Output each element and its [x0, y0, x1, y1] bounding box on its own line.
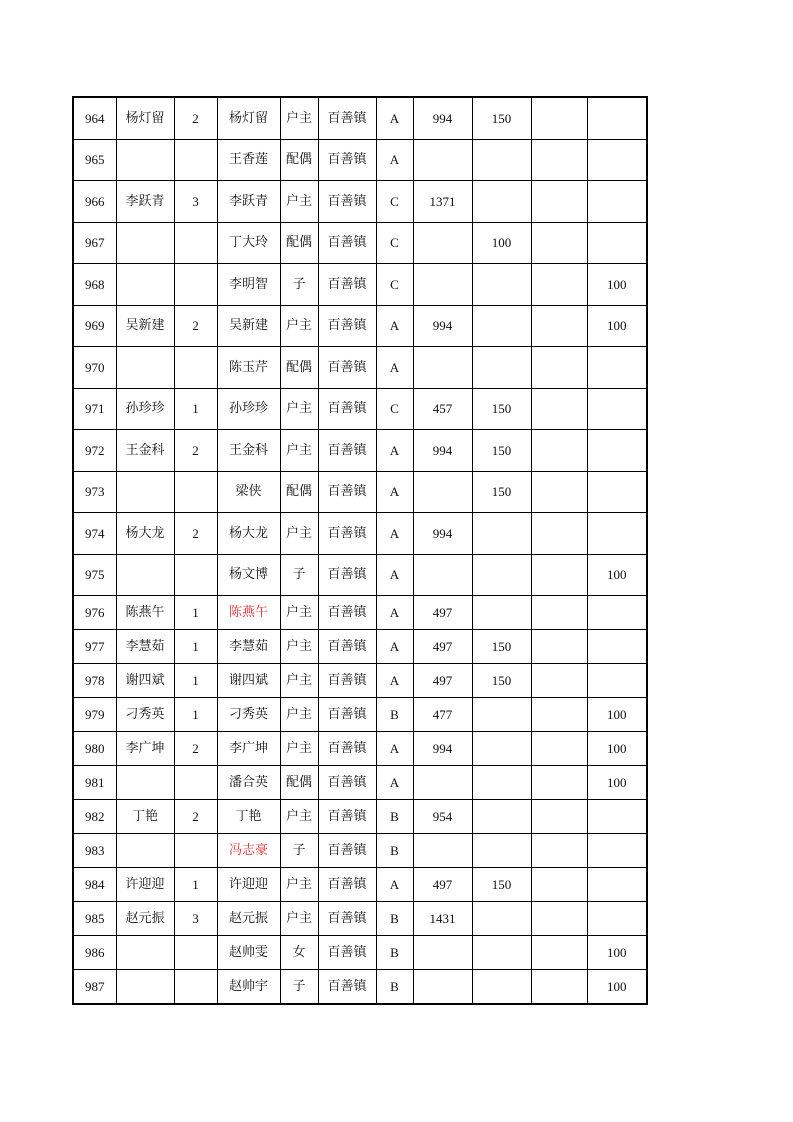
amount-cell: 1371	[413, 181, 472, 223]
household-size-cell	[174, 834, 217, 868]
grade-cell: A	[376, 347, 413, 389]
member-name-cell: 陈玉芹	[217, 347, 280, 389]
member-name-cell: 潘合英	[217, 766, 280, 800]
table-row	[73, 698, 647, 732]
household-head-name-cell: 许迎迎	[116, 868, 174, 902]
grade-cell: B	[376, 936, 413, 970]
household-head-name-cell: 李跃青	[116, 181, 174, 223]
table-row	[73, 596, 647, 630]
household-head-name-cell: 谢四斌	[116, 664, 174, 698]
relation-cell: 女	[280, 936, 318, 970]
subsidy-d-cell	[587, 902, 647, 936]
town-cell: 百善镇	[318, 513, 376, 555]
household-size-cell	[174, 766, 217, 800]
table-row	[73, 305, 647, 347]
household-size-cell: 1	[174, 868, 217, 902]
town-cell: 百善镇	[318, 868, 376, 902]
subsidy-b-cell	[472, 264, 531, 306]
subsidy-d-cell: 100	[587, 936, 647, 970]
grade-cell: A	[376, 513, 413, 555]
row-number-cell: 981	[73, 766, 116, 800]
member-name-cell: 丁大玲	[217, 222, 280, 264]
household-head-name-cell: 杨灯留	[116, 97, 174, 139]
table-row	[73, 970, 647, 1005]
subsidy-c-cell	[531, 222, 587, 264]
subsidy-c-cell	[531, 596, 587, 630]
relation-cell: 户主	[280, 596, 318, 630]
amount-cell	[413, 766, 472, 800]
table-row	[73, 554, 647, 596]
amount-cell: 994	[413, 430, 472, 472]
member-name-cell: 赵帅雯	[217, 936, 280, 970]
subsidy-d-cell: 100	[587, 732, 647, 766]
member-name-cell: 王金科	[217, 430, 280, 472]
table-row	[73, 732, 647, 766]
town-cell: 百善镇	[318, 800, 376, 834]
household-size-cell: 2	[174, 430, 217, 472]
town-cell: 百善镇	[318, 347, 376, 389]
grade-cell: B	[376, 698, 413, 732]
subsidy-c-cell	[531, 630, 587, 664]
household-head-name-cell: 李慧茹	[116, 630, 174, 664]
amount-cell	[413, 970, 472, 1005]
member-name-cell: 王香莲	[217, 139, 280, 181]
subsidy-c-cell	[531, 698, 587, 732]
table-row	[73, 834, 647, 868]
member-name-cell: 赵帅宇	[217, 970, 280, 1005]
amount-cell	[413, 471, 472, 513]
household-size-cell	[174, 936, 217, 970]
subsidy-b-cell	[472, 698, 531, 732]
row-number-cell: 976	[73, 596, 116, 630]
relation-cell: 户主	[280, 305, 318, 347]
row-number-cell: 969	[73, 305, 116, 347]
grade-cell: B	[376, 970, 413, 1005]
member-name-cell: 李跃青	[217, 181, 280, 223]
town-cell: 百善镇	[318, 264, 376, 306]
table-row	[73, 800, 647, 834]
household-head-name-cell: 丁艳	[116, 800, 174, 834]
amount-cell	[413, 554, 472, 596]
subsidy-c-cell	[531, 513, 587, 555]
relation-cell: 户主	[280, 388, 318, 430]
grade-cell: A	[376, 139, 413, 181]
household-head-name-cell	[116, 471, 174, 513]
subsidy-c-cell	[531, 766, 587, 800]
amount-cell	[413, 222, 472, 264]
subsidy-b-cell	[472, 834, 531, 868]
household-head-name-cell: 吴新建	[116, 305, 174, 347]
subsidy-c-cell	[531, 868, 587, 902]
household-size-cell: 3	[174, 902, 217, 936]
table-row	[73, 902, 647, 936]
subsidy-d-cell	[587, 139, 647, 181]
relation-cell: 户主	[280, 664, 318, 698]
household-head-name-cell	[116, 834, 174, 868]
table-row	[73, 471, 647, 513]
household-head-name-cell	[116, 347, 174, 389]
grade-cell: A	[376, 766, 413, 800]
household-head-name-cell	[116, 264, 174, 306]
table-row	[73, 513, 647, 555]
relation-cell: 户主	[280, 630, 318, 664]
grade-cell: A	[376, 596, 413, 630]
household-head-name-cell: 杨大龙	[116, 513, 174, 555]
row-number-cell: 974	[73, 513, 116, 555]
subsidy-b-cell	[472, 936, 531, 970]
relation-cell: 户主	[280, 868, 318, 902]
row-number-cell: 972	[73, 430, 116, 472]
town-cell: 百善镇	[318, 430, 376, 472]
household-head-name-cell	[116, 970, 174, 1005]
subsidy-b-cell	[472, 902, 531, 936]
subsidy-b-cell: 150	[472, 630, 531, 664]
subsidy-d-cell: 100	[587, 698, 647, 732]
household-head-name-cell	[116, 936, 174, 970]
relation-cell: 户主	[280, 181, 318, 223]
relation-cell: 户主	[280, 97, 318, 139]
household-head-name-cell: 李广坤	[116, 732, 174, 766]
table-row	[73, 664, 647, 698]
amount-cell: 954	[413, 800, 472, 834]
household-size-cell	[174, 347, 217, 389]
household-size-cell: 1	[174, 630, 217, 664]
grade-cell: A	[376, 305, 413, 347]
member-name-cell: 李明智	[217, 264, 280, 306]
subsidy-d-cell	[587, 630, 647, 664]
household-head-name-cell: 王金科	[116, 430, 174, 472]
subsidy-d-cell	[587, 513, 647, 555]
amount-cell: 994	[413, 732, 472, 766]
household-size-cell: 1	[174, 664, 217, 698]
row-number-cell: 965	[73, 139, 116, 181]
town-cell: 百善镇	[318, 305, 376, 347]
row-number-cell: 987	[73, 970, 116, 1005]
member-name-cell: 吴新建	[217, 305, 280, 347]
subsidy-d-cell: 100	[587, 264, 647, 306]
grade-cell: C	[376, 181, 413, 223]
subsidy-b-cell	[472, 732, 531, 766]
table-body	[73, 97, 647, 1004]
relation-cell: 子	[280, 264, 318, 306]
subsidy-c-cell	[531, 347, 587, 389]
relation-cell: 子	[280, 554, 318, 596]
subsidy-b-cell	[472, 800, 531, 834]
town-cell: 百善镇	[318, 834, 376, 868]
table-row	[73, 430, 647, 472]
town-cell: 百善镇	[318, 698, 376, 732]
town-cell: 百善镇	[318, 902, 376, 936]
subsidy-d-cell: 100	[587, 970, 647, 1005]
subsidy-d-cell	[587, 868, 647, 902]
row-number-cell: 977	[73, 630, 116, 664]
grade-cell: B	[376, 902, 413, 936]
subsidy-c-cell	[531, 834, 587, 868]
relation-cell: 户主	[280, 513, 318, 555]
row-number-cell: 985	[73, 902, 116, 936]
row-number-cell: 983	[73, 834, 116, 868]
subsidy-b-cell	[472, 139, 531, 181]
town-cell: 百善镇	[318, 181, 376, 223]
amount-cell	[413, 936, 472, 970]
household-head-name-cell	[116, 766, 174, 800]
household-head-name-cell	[116, 554, 174, 596]
row-number-cell: 968	[73, 264, 116, 306]
town-cell: 百善镇	[318, 139, 376, 181]
grade-cell: A	[376, 732, 413, 766]
grade-cell: A	[376, 868, 413, 902]
subsidy-b-cell: 150	[472, 868, 531, 902]
row-number-cell: 980	[73, 732, 116, 766]
relation-cell: 配偶	[280, 766, 318, 800]
grade-cell: A	[376, 97, 413, 139]
relation-cell: 配偶	[280, 471, 318, 513]
subsidy-c-cell	[531, 181, 587, 223]
subsidy-c-cell	[531, 471, 587, 513]
relation-cell: 户主	[280, 902, 318, 936]
grade-cell: A	[376, 664, 413, 698]
table-row	[73, 97, 647, 139]
household-head-name-cell: 陈燕午	[116, 596, 174, 630]
grade-cell: B	[376, 800, 413, 834]
row-number-cell: 982	[73, 800, 116, 834]
subsidy-b-cell: 150	[472, 430, 531, 472]
town-cell: 百善镇	[318, 554, 376, 596]
household-size-cell	[174, 970, 217, 1005]
subsidy-b-cell	[472, 970, 531, 1005]
member-name-cell: 刁秀英	[217, 698, 280, 732]
relation-cell: 户主	[280, 732, 318, 766]
row-number-cell: 967	[73, 222, 116, 264]
subsidy-d-cell	[587, 388, 647, 430]
relation-cell: 配偶	[280, 139, 318, 181]
grade-cell: A	[376, 630, 413, 664]
subsidy-c-cell	[531, 936, 587, 970]
member-name-cell: 梁侠	[217, 471, 280, 513]
town-cell: 百善镇	[318, 970, 376, 1005]
town-cell: 百善镇	[318, 936, 376, 970]
table-row	[73, 264, 647, 306]
table-row	[73, 139, 647, 181]
subsidy-c-cell	[531, 664, 587, 698]
member-name-cell: 许迎迎	[217, 868, 280, 902]
subsidy-c-cell	[531, 305, 587, 347]
subsidy-d-cell: 100	[587, 766, 647, 800]
subsidy-c-cell	[531, 554, 587, 596]
town-cell: 百善镇	[318, 471, 376, 513]
subsidy-b-cell	[472, 766, 531, 800]
member-name-cell: 赵元振	[217, 902, 280, 936]
row-number-cell: 975	[73, 554, 116, 596]
subsidy-d-cell	[587, 181, 647, 223]
household-size-cell	[174, 264, 217, 306]
household-head-name-cell	[116, 222, 174, 264]
member-name-cell: 李广坤	[217, 732, 280, 766]
row-number-cell: 986	[73, 936, 116, 970]
subsidy-c-cell	[531, 97, 587, 139]
subsidy-c-cell	[531, 800, 587, 834]
table-row	[73, 766, 647, 800]
household-head-name-cell	[116, 139, 174, 181]
row-number-cell: 970	[73, 347, 116, 389]
amount-cell: 497	[413, 596, 472, 630]
subsidy-c-cell	[531, 388, 587, 430]
member-name-cell: 谢四斌	[217, 664, 280, 698]
subsidy-d-cell	[587, 471, 647, 513]
table-row	[73, 181, 647, 223]
household-size-cell	[174, 471, 217, 513]
household-head-name-cell: 孙珍珍	[116, 388, 174, 430]
member-name-cell: 杨文博	[217, 554, 280, 596]
subsidy-d-cell	[587, 347, 647, 389]
amount-cell: 994	[413, 97, 472, 139]
relation-cell: 户主	[280, 800, 318, 834]
subsidy-d-cell	[587, 834, 647, 868]
member-name-cell: 冯志豪	[217, 834, 280, 868]
household-size-cell	[174, 554, 217, 596]
subsidy-b-cell: 150	[472, 97, 531, 139]
household-head-name-cell: 赵元振	[116, 902, 174, 936]
town-cell: 百善镇	[318, 222, 376, 264]
household-size-cell: 3	[174, 181, 217, 223]
subsidy-d-cell	[587, 800, 647, 834]
amount-cell: 497	[413, 630, 472, 664]
household-size-cell: 1	[174, 698, 217, 732]
subsidy-b-cell	[472, 181, 531, 223]
member-name-cell: 孙珍珍	[217, 388, 280, 430]
subsidy-d-cell	[587, 97, 647, 139]
row-number-cell: 971	[73, 388, 116, 430]
row-number-cell: 978	[73, 664, 116, 698]
relation-cell: 户主	[280, 430, 318, 472]
town-cell: 百善镇	[318, 97, 376, 139]
grade-cell: A	[376, 554, 413, 596]
grade-cell: C	[376, 264, 413, 306]
subsidy-d-cell	[587, 596, 647, 630]
subsidy-c-cell	[531, 430, 587, 472]
amount-cell	[413, 347, 472, 389]
subsidy-d-cell	[587, 222, 647, 264]
row-number-cell: 964	[73, 97, 116, 139]
town-cell: 百善镇	[318, 388, 376, 430]
subsidy-b-cell	[472, 554, 531, 596]
row-number-cell: 973	[73, 471, 116, 513]
subsidy-c-cell	[531, 139, 587, 181]
subsidy-b-cell	[472, 305, 531, 347]
table-row	[73, 222, 647, 264]
town-cell: 百善镇	[318, 630, 376, 664]
amount-cell: 477	[413, 698, 472, 732]
table-row	[73, 630, 647, 664]
amount-cell	[413, 264, 472, 306]
subsidy-b-cell	[472, 596, 531, 630]
relation-cell: 配偶	[280, 222, 318, 264]
household-size-cell: 2	[174, 732, 217, 766]
member-name-cell: 杨大龙	[217, 513, 280, 555]
subsidy-d-cell	[587, 430, 647, 472]
subsidy-b-cell	[472, 347, 531, 389]
subsidy-c-cell	[531, 732, 587, 766]
amount-cell: 994	[413, 305, 472, 347]
member-name-cell: 丁艳	[217, 800, 280, 834]
table-row	[73, 388, 647, 430]
subsidy-c-cell	[531, 970, 587, 1005]
town-cell: 百善镇	[318, 596, 376, 630]
household-size-cell	[174, 139, 217, 181]
subsidy-d-cell	[587, 664, 647, 698]
subsidy-b-cell: 100	[472, 222, 531, 264]
grade-cell: C	[376, 388, 413, 430]
row-number-cell: 984	[73, 868, 116, 902]
household-size-cell: 1	[174, 388, 217, 430]
subsidy-b-cell	[472, 513, 531, 555]
table-row	[73, 868, 647, 902]
subsidy-d-cell: 100	[587, 305, 647, 347]
amount-cell	[413, 139, 472, 181]
subsidy-b-cell: 150	[472, 664, 531, 698]
table-row	[73, 936, 647, 970]
household-size-cell: 2	[174, 513, 217, 555]
subsidy-b-cell: 150	[472, 471, 531, 513]
relation-cell: 子	[280, 834, 318, 868]
amount-cell: 497	[413, 868, 472, 902]
amount-cell: 497	[413, 664, 472, 698]
subsidy-c-cell	[531, 264, 587, 306]
amount-cell: 994	[413, 513, 472, 555]
relation-cell: 子	[280, 970, 318, 1005]
row-number-cell: 966	[73, 181, 116, 223]
row-number-cell: 979	[73, 698, 116, 732]
grade-cell: A	[376, 471, 413, 513]
grade-cell: A	[376, 430, 413, 472]
household-head-name-cell: 刁秀英	[116, 698, 174, 732]
town-cell: 百善镇	[318, 732, 376, 766]
amount-cell: 1431	[413, 902, 472, 936]
town-cell: 百善镇	[318, 766, 376, 800]
grade-cell: B	[376, 834, 413, 868]
subsidy-d-cell: 100	[587, 554, 647, 596]
amount-cell	[413, 834, 472, 868]
relation-cell: 配偶	[280, 347, 318, 389]
subsidy-c-cell	[531, 902, 587, 936]
member-name-cell: 杨灯留	[217, 97, 280, 139]
household-size-cell	[174, 222, 217, 264]
table-row	[73, 347, 647, 389]
household-table	[72, 96, 648, 1005]
relation-cell: 户主	[280, 698, 318, 732]
grade-cell: C	[376, 222, 413, 264]
household-size-cell: 2	[174, 305, 217, 347]
household-size-cell: 2	[174, 800, 217, 834]
household-size-cell: 1	[174, 596, 217, 630]
household-size-cell: 2	[174, 97, 217, 139]
member-name-cell: 陈燕午	[217, 596, 280, 630]
amount-cell: 457	[413, 388, 472, 430]
subsidy-b-cell: 150	[472, 388, 531, 430]
town-cell: 百善镇	[318, 664, 376, 698]
member-name-cell: 李慧茹	[217, 630, 280, 664]
